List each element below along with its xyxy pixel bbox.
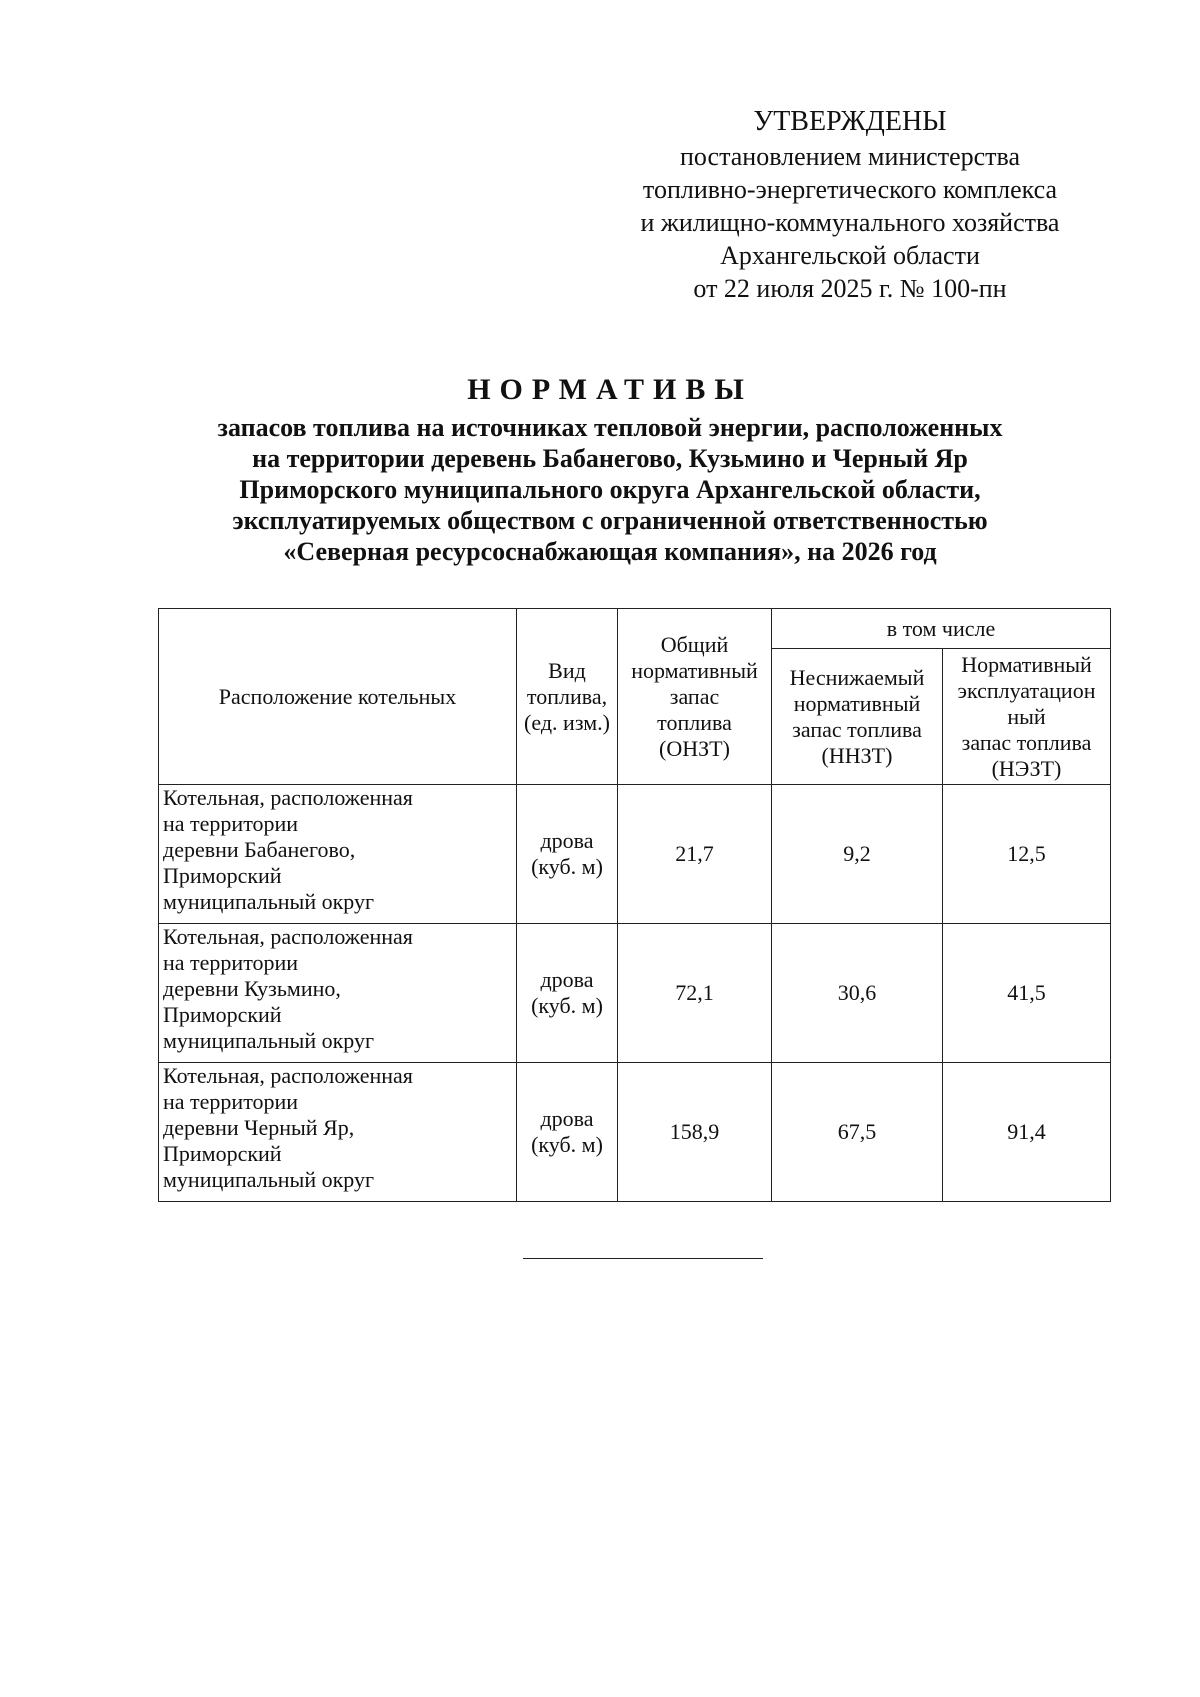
approval-line: топливно-энергетического комплекса	[642, 175, 1058, 204]
table-row	[159, 924, 1111, 1063]
header-location: Расположение котельных	[159, 609, 517, 785]
norms-table	[158, 608, 1111, 1202]
table-header	[159, 609, 1111, 785]
cell-nnzt: 9,2	[772, 785, 943, 924]
table-row	[159, 785, 1111, 924]
cell-location: Котельная, расположенная на территории деревни Кузьмино, Приморский муниципальный округ	[159, 924, 517, 1063]
end-divider	[523, 1258, 763, 1259]
cell-location: Котельная, расположенная на территории деревни Бабанегово, Приморский муниципальный округ	[159, 785, 517, 924]
cell-nnzt: 67,5	[772, 1063, 943, 1202]
header-total-reserve: Общий нормативный запас топлива (ОНЗТ)	[618, 609, 772, 785]
approval-line: Архангельской области	[720, 241, 980, 270]
approval-date-line: от 22 июля 2025 г. № 100-пн	[693, 274, 1007, 303]
cell-fuel: дрова (куб. м)	[517, 924, 618, 1063]
cell-total: 21,7	[618, 785, 772, 924]
cell-fuel: дрова (куб. м)	[517, 785, 618, 924]
cell-nezt: 41,5	[943, 924, 1111, 1063]
table-row	[159, 1063, 1111, 1202]
header-nnzt: Неснижаемый нормативный запас топлива (ННЗТ)	[772, 649, 943, 785]
cell-total: 158,9	[618, 1063, 772, 1202]
cell-fuel: дрова (куб. м)	[517, 1063, 618, 1202]
approval-block	[600, 104, 1100, 305]
document-subtitle: запасов топлива на источниках тепловой энергии, расположенных на территории деревень Бабанегово, Кузьмино и Черный Яр Приморского муниципального округа Архангельской области, эксплуатируемых обществом с ограниченной ответственностью «Северная ресурсоснабжающая компания», на 2026 год	[217, 413, 1003, 566]
document-title: НОРМАТИВЫ	[467, 373, 753, 406]
approval-title: УТВЕРЖДЕНЫ	[753, 106, 947, 137]
header-fuel-type: Вид топлива, (ед. изм.)	[517, 609, 618, 785]
cell-nezt: 12,5	[943, 785, 1111, 924]
header-including: в том числе	[772, 609, 1111, 649]
document-heading	[150, 370, 1070, 567]
header-nezt: Нормативный эксплуатацион ный запас топлива (НЭЗТ)	[943, 649, 1111, 785]
cell-nezt: 91,4	[943, 1063, 1111, 1202]
cell-total: 72,1	[618, 924, 772, 1063]
approval-line: и жилищно-коммунального хозяйства	[640, 208, 1060, 237]
approval-line: постановлением министерства	[679, 142, 1021, 171]
cell-nnzt: 30,6	[772, 924, 943, 1063]
cell-location: Котельная, расположенная на территории деревни Черный Яр, Приморский муниципальный округ	[159, 1063, 517, 1202]
